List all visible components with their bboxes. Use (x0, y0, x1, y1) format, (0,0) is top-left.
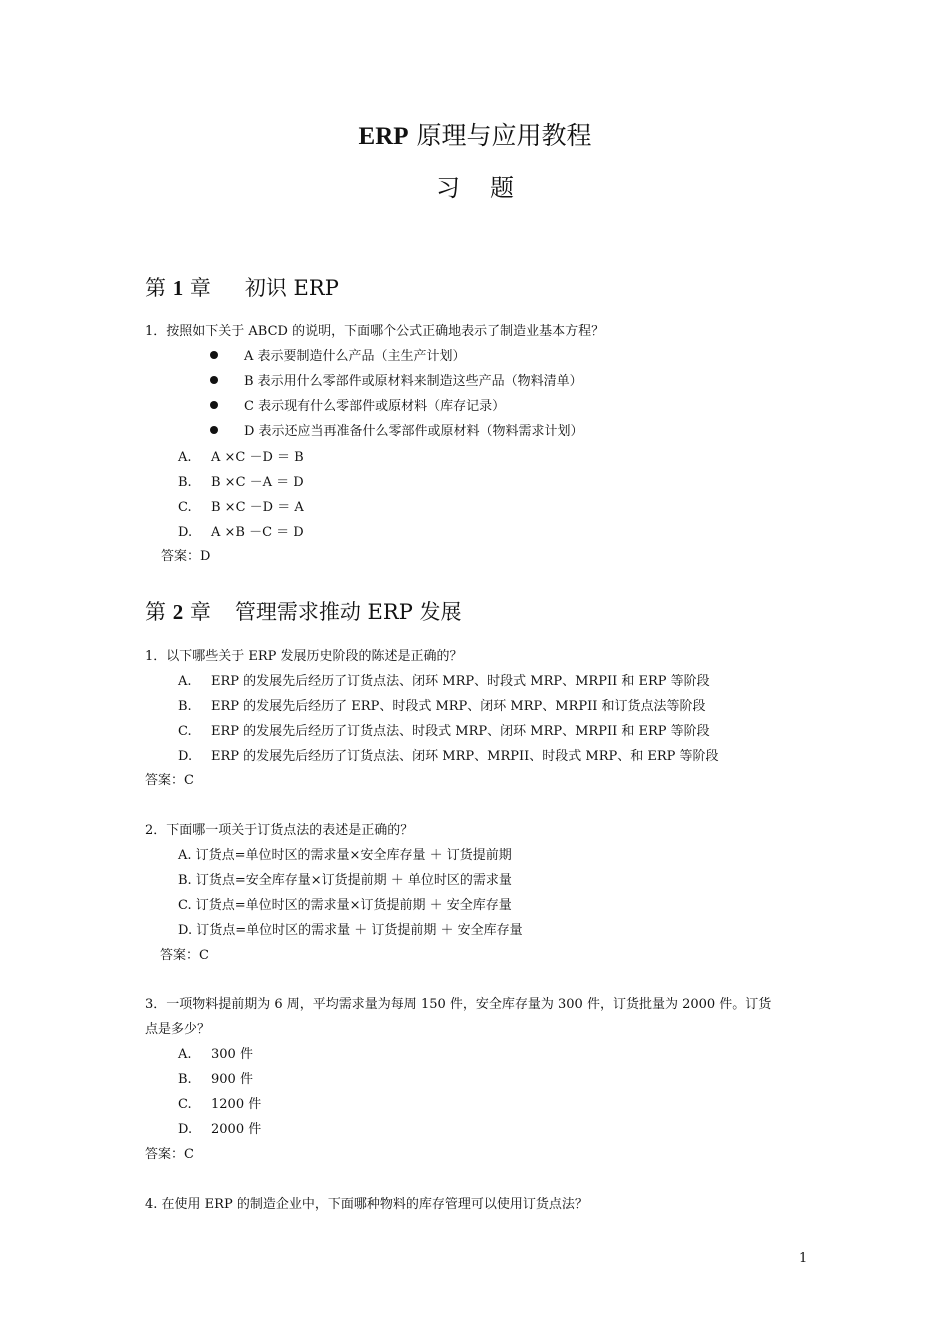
answer-text: 答案：C (160, 948, 209, 963)
option-item: C. 订货点=单位时区的需求量×订货提前期 ＋ 安全库存量 (178, 898, 512, 913)
option-item: B. 订货点=安全库存量×订货提前期 ＋ 单位时区的需求量 (178, 873, 512, 888)
page-number: 1 (799, 1251, 808, 1266)
question-text: 3．一项物料提前期为 6 周，平均需求量为每周 150 件，安全库存量为 300 件，订货批量为 2000 件。订货 (145, 997, 772, 1012)
bullet-item: C 表示现有什么零部件或原材料（库存记录） (210, 395, 505, 414)
chapter-2-heading (145, 596, 462, 626)
option-item: A. 300 件 (178, 1047, 253, 1062)
bullet-item: B 表示用什么零部件或原材料来制造这些产品（物料清单） (210, 370, 583, 389)
question-text: 1．按照如下关于 ABCD 的说明，下面哪个公式正确地表示了制造业基本方程？ (145, 324, 605, 339)
bullet-icon (210, 426, 218, 434)
answer-text: 答案：C (145, 1147, 194, 1162)
option-item: C. 1200 件 (178, 1097, 262, 1112)
chapter-prefix: 第 (145, 600, 173, 624)
chapter-name: 管理需求推动 ERP 发展 (234, 600, 462, 624)
option-item: A. ERP 的发展先后经历了订货点法、闭环 MRP、时段式 MRP、MRPII 和 ERP 等阶段 (178, 674, 710, 689)
question-text: 2．下面哪一项关于订货点法的表述是正确的？ (145, 823, 414, 838)
option-item: C. ERP 的发展先后经历了订货点法、时段式 MRP、闭环 MRP、MRPII 和 ERP 等阶段 (178, 724, 710, 739)
option-item: B. B ×C －A ＝ D (178, 475, 304, 490)
title-bold: ERP (358, 123, 409, 150)
option-item: C. B ×C －D ＝ A (178, 500, 304, 515)
bullet-icon (210, 351, 218, 359)
question-text-continued: 点是多少？ (145, 1022, 211, 1037)
answer-text: 答案：C (145, 773, 194, 788)
chapter-number: 2 (172, 600, 184, 624)
bullet-icon (210, 376, 218, 384)
chapter-name: 初识 ERP (244, 276, 339, 300)
option-item: A. A ×C －D ＝ B (178, 450, 304, 465)
chapter-suffix: 章 (183, 276, 211, 300)
bullet-icon (210, 401, 218, 409)
document-title (0, 116, 950, 152)
option-item: A. 订货点=单位时区的需求量×安全库存量 ＋ 订货提前期 (178, 848, 512, 863)
chapter-number: 1 (172, 276, 184, 300)
option-item: D. ERP 的发展先后经历了订货点法、闭环 MRP、MRPII、时段式 MRP、和 ERP 等阶段 (178, 749, 719, 764)
bullet-item: A 表示要制造什么产品（主生产计划） (210, 345, 466, 364)
option-item: B. ERP 的发展先后经历了 ERP、时段式 MRP、闭环 MRP、MRPII 和订货点法等阶段 (178, 699, 706, 714)
chapter-suffix: 章 (183, 600, 211, 624)
question-text: 4. 在使用 ERP 的制造企业中，下面哪种物料的库存管理可以使用订货点法？ (145, 1197, 588, 1212)
option-item: D. 订货点=单位时区的需求量 ＋ 订货提前期 ＋ 安全库存量 (178, 923, 523, 938)
option-item: D. 2000 件 (178, 1122, 262, 1137)
option-item: D. A ×B －C ＝ D (178, 525, 304, 540)
chapter-prefix: 第 (145, 276, 173, 300)
question-text: 1．以下哪些关于 ERP 发展历史阶段的陈述是正确的？ (145, 649, 463, 664)
document-subtitle: 习题 (436, 174, 544, 202)
chapter-1-heading (145, 272, 339, 302)
bullet-item: D 表示还应当再准备什么零部件或原材料（物料需求计划） (210, 420, 584, 439)
option-item: B. 900 件 (178, 1072, 253, 1087)
title-rest: 原理与应用教程 (408, 121, 592, 150)
answer-text: 答案：D (161, 549, 211, 564)
